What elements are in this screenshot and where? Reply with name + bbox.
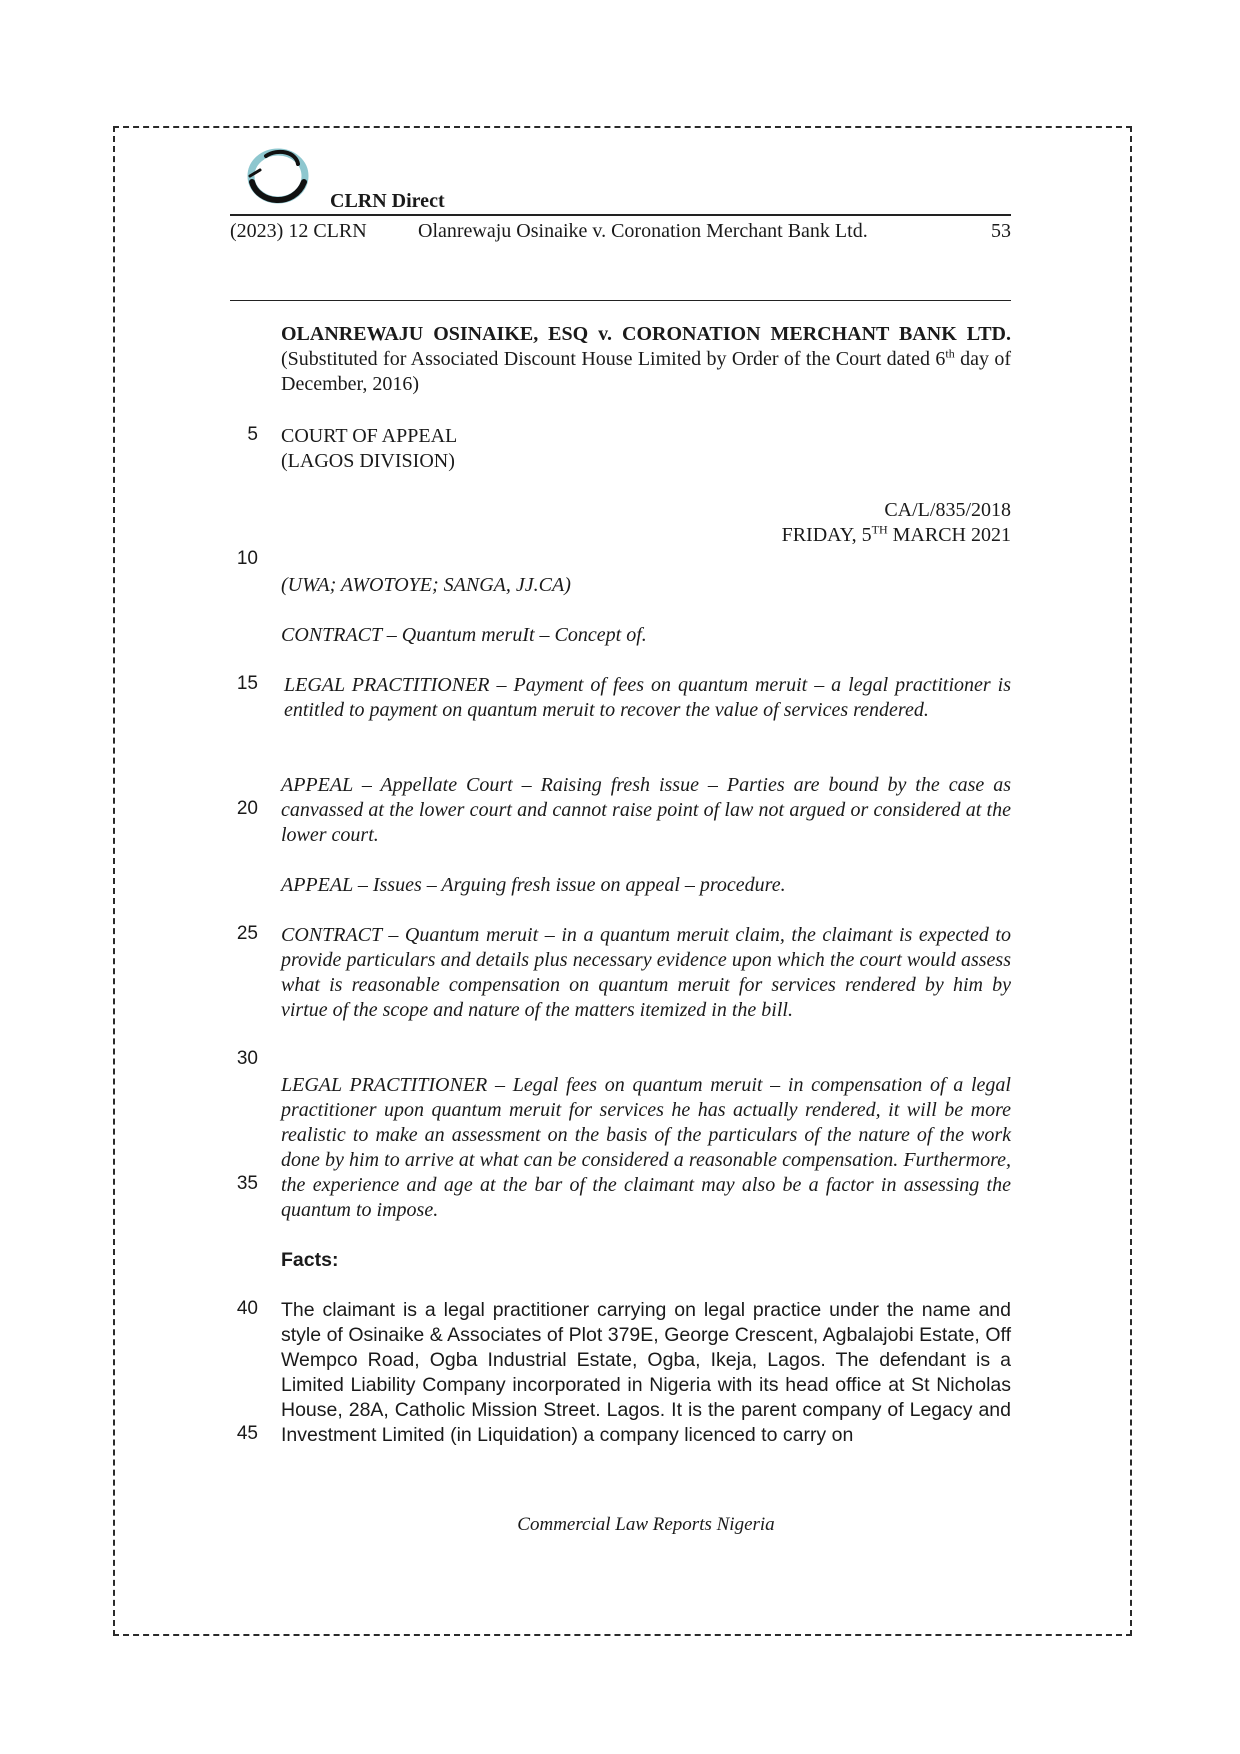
header-rule: [230, 214, 1011, 216]
catchword-5: CONTRACT – Quantum meruit – in a quantum meruit claim, the claimant is expected to provide particulars and details plus necessary evidence upon which the court would assess what is reasonable compensation on quantum meruit for services rendered by him by virtue of the scope and nature of the matters itemized in the bill.: [281, 924, 1011, 1021]
catchword-6: LEGAL PRACTITIONER – Legal fees on quantum meruit – in compensation of a legal practitioner upon quantum meruit for services he has actually rendered, it will be more realistic to make an assessment on the basis of the particulars of the nature of the work done by him to arrive at what can be considered a reasonable compensation. Furthermore, the experience and age at the bar of the claimant may also be a factor in assessing the quantum to impose.: [281, 1074, 1011, 1221]
line-number: 10: [236, 548, 258, 569]
brand-name: CLRN Direct: [330, 190, 445, 212]
case-title-note: (Substituted for Associated Discount House Limited by Order of the Court dated 6th day of December, 2016): [281, 346, 1011, 395]
line-number: 20: [236, 798, 258, 819]
suit-and-date: [700, 498, 1011, 548]
catchword-2: LEGAL PRACTITIONER – Payment of fees on quantum meruit – a legal practitioner is entitled to payment on quantum meruit to recover the value of services rendered.: [284, 674, 1011, 721]
catchword-4: APPEAL – Issues – Arguing fresh issue on appeal – procedure.: [281, 874, 786, 896]
suit-number: CA/L/835/2018: [884, 499, 1011, 521]
catchword-1: CONTRACT – Quantum meruIt – Concept of.: [281, 624, 647, 646]
facts-heading: Facts:: [281, 1249, 339, 1271]
catchword-3: APPEAL – Appellate Court – Raising fresh issue – Parties are bound by the case as canvassed at the lower court and cannot raise point of law not argued or considered at the lower court.: [281, 774, 1011, 846]
footer-publication: Commercial Law Reports Nigeria: [517, 1514, 775, 1535]
citation: (2023) 12 CLRN: [230, 220, 367, 242]
judgment-date: FRIDAY, 5TH MARCH 2021: [781, 522, 1011, 546]
court-name: COURT OF APPEAL (LAGOS DIVISION): [281, 425, 458, 472]
running-head: [230, 220, 1011, 250]
clrn-swirl-logo-icon: [238, 142, 316, 210]
section-rule: [230, 300, 1011, 301]
line-number: 30: [236, 1048, 258, 1069]
line-number: 35: [236, 1173, 258, 1194]
case-title-bold: OLANREWAJU OSINAIKE, ESQ v. CORONATION MERCHANT BANK LTD.: [281, 323, 1011, 345]
line-number: 45: [236, 1423, 258, 1444]
coram: (UWA; AWOTOYE; SANGA, JJ.CA): [281, 574, 571, 596]
page-number: 53: [991, 220, 1011, 242]
line-number: 5: [247, 424, 258, 445]
case-title: [281, 322, 1011, 397]
case-short-title: Olanrewaju Osinaike v. Coronation Merchant Bank Ltd.: [418, 220, 868, 242]
line-number: 40: [236, 1298, 258, 1319]
line-number: 25: [236, 923, 258, 944]
facts-text: The claimant is a legal practitioner carrying on legal practice under the name and style of Osinaike & Associates of Plot 379E, George Crescent, Agbalajobi Estate, Off Wempco Road, Ogba Industrial Estate, Ogba, Ikeja, Lagos. The defendant is a Limited Liability Company incorporated in Nigeria with its head office at St Nicholas House, 28A, Catholic Mission Street. Lagos. It is the parent company of Legacy and Investment Limited (in Liquidation) a company licenced to carry on: [281, 1299, 1011, 1446]
line-number: 15: [236, 673, 258, 694]
